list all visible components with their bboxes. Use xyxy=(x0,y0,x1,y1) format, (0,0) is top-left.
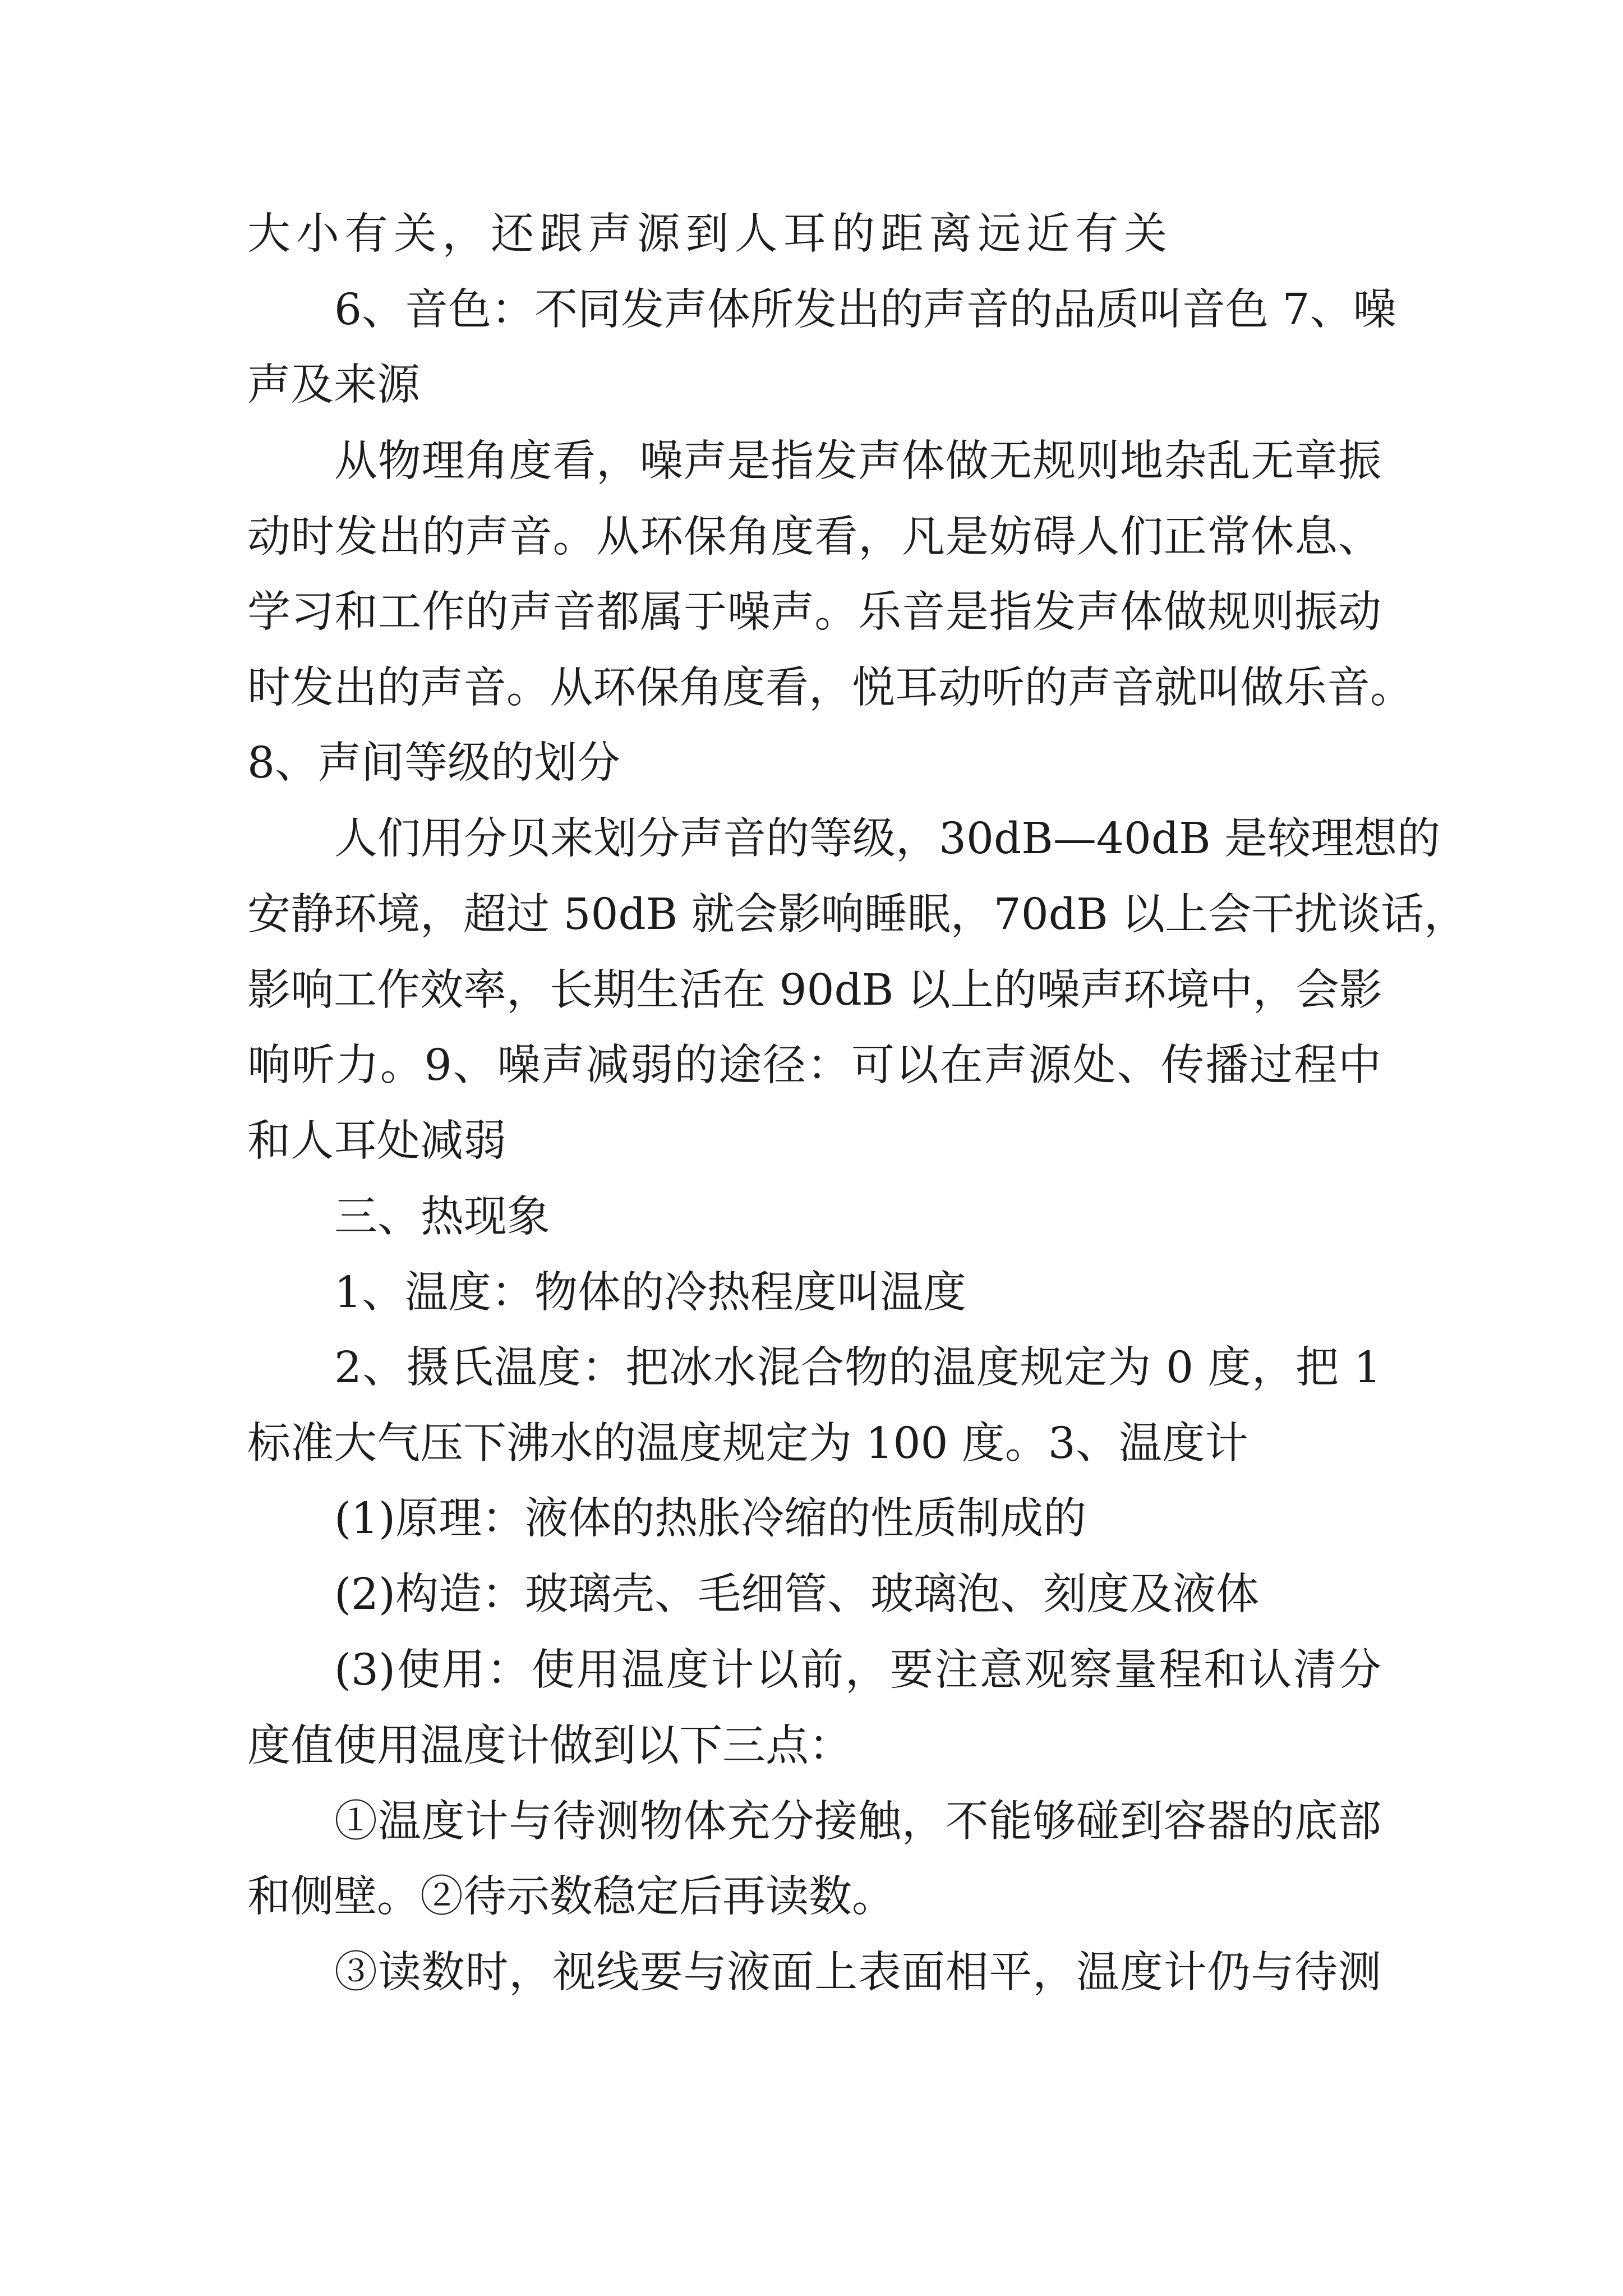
text-line-22: ①温度计与待测物体充分接触，不能够碰到容器的底部 xyxy=(334,1797,1381,1847)
text-line-9: 人们用分贝来划分声音的等级，30dB—40dB 是较理想的 xyxy=(334,814,1441,864)
section-heading-thermal: 三、热现象 xyxy=(334,1192,550,1242)
text-line-19: (2)构造：玻璃壳、毛细管、玻璃泡、刻度及液体 xyxy=(334,1570,1260,1619)
text-line-8: 8、声间等级的划分 xyxy=(247,738,620,788)
text-line-15: 1、温度：物体的冷热程度叫温度 xyxy=(334,1268,966,1318)
text-line-12: 响听力。9、噪声减弱的途径：可以在声源处、传播过程中 xyxy=(247,1041,1381,1091)
text-line-4: 从物理角度看，噪声是指发声体做无规则地杂乱无章振 xyxy=(334,436,1381,486)
text-line-11: 影响工作效率，长期生活在 90dB 以上的噪声环境中，会影 xyxy=(247,965,1382,1015)
text-line-21: 度值使用温度计做到以下三点： xyxy=(247,1721,852,1771)
text-line-17: 标准大气压下沸水的温度规定为 100 度。3、温度计 xyxy=(247,1419,1248,1469)
text-line-5: 动时发出的声音。从环保角度看，凡是妨碍人们正常休息、 xyxy=(247,512,1381,562)
text-line-6: 学习和工作的声音都属于噪声。乐音是指发声体做规则振动 xyxy=(247,587,1381,637)
text-line-16: 2、摄氏温度：把冰水混合物的温度规定为 0 度，把 1 xyxy=(334,1343,1381,1393)
text-line-7: 时发出的声音。从环保角度看，悦耳动听的声音就叫做乐音。 xyxy=(247,663,1413,713)
text-line-18: (1)原理：液体的热胀冷缩的性质制成的 xyxy=(334,1494,1087,1544)
text-line-20: (3)使用：使用温度计以前，要注意观察量程和认清分 xyxy=(334,1645,1381,1695)
text-line-2: 6、音色：不同发声体所发出的声音的品质叫音色 7、噪 xyxy=(334,285,1396,335)
text-line-23: 和侧壁。②待示数稳定后再读数。 xyxy=(247,1872,895,1922)
text-line-24: ③读数时，视线要与液面上表面相平，温度计仍与待测 xyxy=(334,1948,1381,1998)
text-line-3: 声及来源 xyxy=(247,360,420,410)
text-line-10: 安静环境，超过 50dB 就会影响睡眠，70dB 以上会干扰谈话， xyxy=(247,890,1468,940)
text-line-1: 大小有关，还跟声源到人耳的距离远近有关 xyxy=(247,209,1167,259)
text-line-13: 和人耳处减弱 xyxy=(247,1116,506,1166)
